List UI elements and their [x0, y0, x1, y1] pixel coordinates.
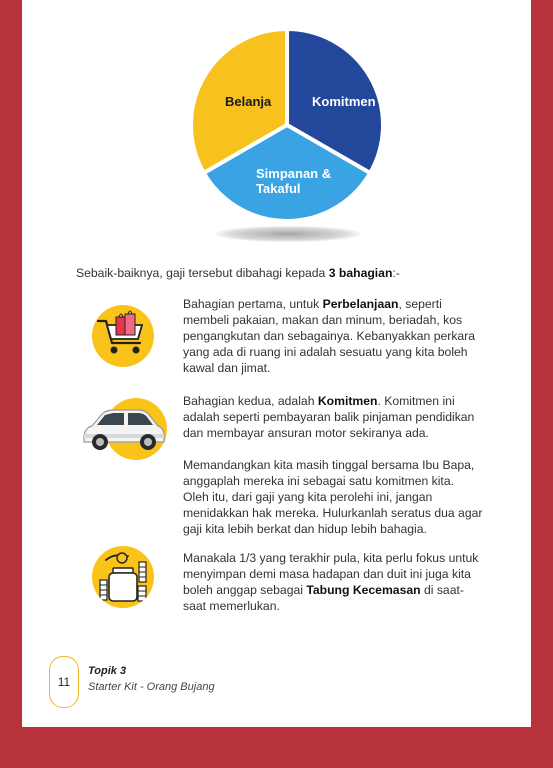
paragraph-tabung-kecemasan	[183, 550, 483, 614]
bold-term: Perbelanjaan	[322, 297, 399, 311]
paragraph-ibu-bapa	[183, 457, 483, 537]
page-number: 11	[57, 675, 71, 689]
pie-chart	[179, 0, 395, 250]
page	[22, 0, 531, 727]
footer-subtitle: Starter Kit - Orang Bujang	[88, 681, 215, 693]
paragraph-text: . Komitmen ini adalah seperti pembayaran balik pinjaman pendidikan dan membayar ansuran motor sekiranya ada.	[183, 394, 475, 440]
pie-label-simpanan-line2: Takaful	[256, 181, 301, 196]
pie-label-komitmen: Komitmen	[312, 94, 376, 109]
paragraph-text: Manakala 1/3 yang terakhir pula, kita perlu fokus untuk menyimpan demi masa hadapan dan duit ini juga kita boleh anggap sebagai	[183, 551, 479, 597]
paragraph-text: di saat-saat memerlukan.	[183, 583, 464, 613]
paragraph-perbelanjaan	[183, 296, 483, 376]
intro-text	[76, 266, 516, 280]
paragraph-text: Bahagian pertama, untuk	[183, 297, 323, 311]
pie-chart-svg	[179, 0, 395, 250]
paragraph-text: Bahagian kedua, adalah	[183, 394, 318, 408]
car-icon	[80, 404, 166, 454]
pie-label-simpanan-line1: Simpanan &	[256, 166, 332, 181]
pie-label-belanja: Belanja	[225, 94, 272, 109]
page-number-badge	[49, 656, 79, 708]
intro-text-before: Sebaik-baiknya, gaji tersebut dibahagi kepada	[76, 266, 329, 280]
footer-topic: Topik 3	[88, 665, 127, 677]
shopping-cart-icon	[92, 305, 154, 367]
intro-text-after: :-	[392, 266, 400, 280]
pie-label-simpanan	[256, 166, 331, 196]
pie-shadow	[215, 226, 361, 242]
intro-text-bold: 3 bahagian	[328, 266, 393, 280]
paragraph-text: , seperti membeli pakaian, makan dan minum, beriadah, kos pengangkutan dan sebagainya. Kebanyakkan perkara yang ada di ruang ini adalah sesuatu yang kita boleh kawal dan jimat.	[183, 297, 476, 375]
bold-term: Komitmen	[317, 394, 378, 408]
bold-term: Tabung Kecemasan	[306, 583, 421, 597]
paragraph-text: Memandangkan kita masih tinggal bersama Ibu Bapa, anggaplah mereka ini sebagai satu komitmen kita. Oleh itu, dari gaji yang kita perolehi ini, jangan menidakkan hak mereka. Hulurkanlah seratus dua agar gaji kita lebih berkat dan hidup lebih bahagia.	[183, 458, 483, 536]
paragraph-komitmen	[183, 393, 483, 441]
savings-jar-icon	[92, 546, 154, 608]
